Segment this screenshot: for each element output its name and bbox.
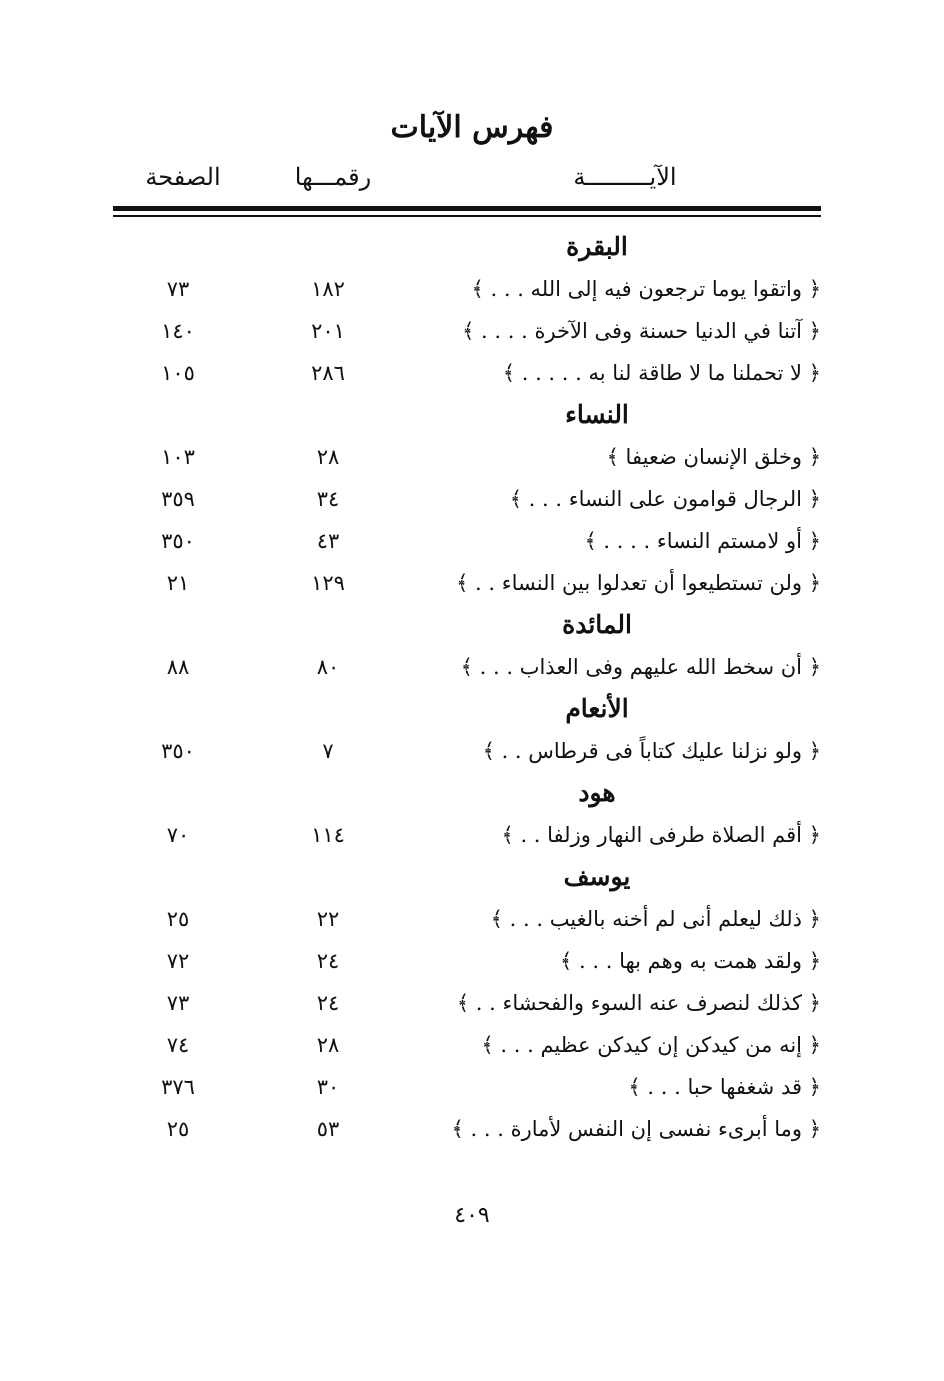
verse-text: ﴿ واتقوا يوما ترجعون فيه إلى الله . . . ﴾ bbox=[471, 277, 821, 301]
page-reference: ٢١ bbox=[166, 571, 190, 595]
verse-number: ٣٤ bbox=[316, 487, 340, 511]
verse-row bbox=[113, 310, 821, 352]
page-reference: ١٠٣ bbox=[161, 445, 195, 469]
page-reference: ٢٥ bbox=[166, 1117, 190, 1141]
verse-text: ﴿ إنه من كيدكن إن كيدكن عظيم . . . ﴾ bbox=[481, 1033, 821, 1057]
verse-row bbox=[113, 898, 821, 940]
verse-text: ﴿ ولو نزلنا عليك كتاباً فى قرطاس . . ﴾ bbox=[482, 739, 821, 763]
verse-number: ٧ bbox=[322, 739, 334, 763]
verse-text: ﴿ قد شغفها حبا . . . ﴾ bbox=[628, 1075, 821, 1099]
verse-number: ٢٨ bbox=[316, 445, 340, 469]
verse-text: ﴿ أو لامستم النساء . . . . ﴾ bbox=[584, 529, 821, 553]
verse-number: ٢٨٦ bbox=[311, 361, 345, 385]
verse-number: ٤٣ bbox=[316, 529, 340, 553]
verse-row bbox=[113, 730, 821, 772]
verse-row bbox=[113, 1108, 821, 1150]
verse-number: ٣٠ bbox=[316, 1075, 340, 1099]
verse-text: ﴿ وما أبرىء نفسى إن النفس لأمارة . . . ﴾ bbox=[451, 1117, 821, 1141]
verse-text: ﴿ وخلق الإنسان ضعيفا ﴾ bbox=[606, 445, 821, 469]
verse-number: ٢٨ bbox=[316, 1033, 340, 1057]
surah-heading: البقرة bbox=[566, 232, 628, 261]
page-reference: ٣٧٦ bbox=[161, 1075, 195, 1099]
verse-row bbox=[113, 520, 821, 562]
verse-row bbox=[113, 646, 821, 688]
page-number: ٤٠٩ bbox=[454, 1203, 490, 1228]
page-reference: ٧٤ bbox=[166, 1033, 190, 1057]
verse-text: ﴿ الرجال قوامون على النساء . . . ﴾ bbox=[509, 487, 821, 511]
verse-number: ٢٠١ bbox=[311, 319, 345, 343]
surah-heading: النساء bbox=[565, 400, 629, 429]
column-header-number: رقمـــها bbox=[294, 163, 372, 191]
verse-row bbox=[113, 352, 821, 394]
verse-number: ٢٢ bbox=[316, 907, 340, 931]
verse-row bbox=[113, 1024, 821, 1066]
page-reference: ٨٨ bbox=[166, 655, 190, 679]
verse-text: ﴿ ذلك ليعلم أنى لم أخنه بالغيب . . . ﴾ bbox=[490, 907, 821, 931]
verse-row bbox=[113, 982, 821, 1024]
verse-text: ﴿ أن سخط الله عليهم وفى العذاب . . . ﴾ bbox=[460, 655, 821, 679]
page-title: فهرس الآيات bbox=[390, 110, 554, 145]
verse-row bbox=[113, 478, 821, 520]
verse-number: ٢٤ bbox=[316, 949, 340, 973]
header-rule-thick bbox=[113, 206, 821, 211]
page-reference: ٣٥٩ bbox=[161, 487, 195, 511]
page-reference: ٢٥ bbox=[166, 907, 190, 931]
verse-number: ١١٤ bbox=[311, 823, 345, 847]
verse-number: ١٢٩ bbox=[311, 571, 345, 595]
page-reference: ٧٣ bbox=[166, 277, 190, 301]
verse-text: ﴿ ولقد همت به وهم بها . . . ﴾ bbox=[560, 949, 821, 973]
verse-index-list bbox=[113, 226, 821, 1150]
verse-number: ٨٠ bbox=[316, 655, 340, 679]
verse-number: ٢٤ bbox=[316, 991, 340, 1015]
surah-heading: المائدة bbox=[562, 610, 632, 639]
surah-heading: الأنعام bbox=[565, 694, 629, 723]
verse-row bbox=[113, 814, 821, 856]
header-rule-thin bbox=[113, 215, 821, 217]
page-reference: ٧٢ bbox=[166, 949, 190, 973]
verse-text: ﴿ آتنا في الدنيا حسنة وفى الآخرة . . . . ﴾ bbox=[462, 319, 821, 343]
page-reference: ٧٣ bbox=[166, 991, 190, 1015]
verse-row bbox=[113, 268, 821, 310]
verse-text: ﴿ ولن تستطيعوا أن تعدلوا بين النساء . . ﴾ bbox=[456, 571, 821, 595]
page-reference: ١٠٥ bbox=[161, 361, 195, 385]
verse-row bbox=[113, 436, 821, 478]
verse-number: ٥٣ bbox=[316, 1117, 340, 1141]
page-reference: ٧٠ bbox=[166, 823, 190, 847]
column-header-aya: الآيـــــــــة bbox=[573, 163, 677, 191]
surah-heading: هود bbox=[578, 778, 616, 807]
surah-heading: يوسف bbox=[563, 862, 631, 891]
verse-text: ﴿ أقم الصلاة طرفى النهار وزلفا . . ﴾ bbox=[501, 823, 821, 847]
verse-row bbox=[113, 562, 821, 604]
column-header-page: الصفحة bbox=[145, 163, 221, 191]
verse-number: ١٨٢ bbox=[311, 277, 345, 301]
page-reference: ١٤٠ bbox=[161, 319, 195, 343]
page-reference: ٣٥٠ bbox=[161, 529, 195, 553]
page-reference: ٣٥٠ bbox=[161, 739, 195, 763]
verse-row bbox=[113, 940, 821, 982]
verse-text: ﴿ كذلك لنصرف عنه السوء والفحشاء . . ﴾ bbox=[456, 991, 821, 1015]
verse-text: ﴿ لا تحملنا ما لا طاقة لنا به . . . . . ﴾ bbox=[502, 361, 821, 385]
verse-row bbox=[113, 1066, 821, 1108]
